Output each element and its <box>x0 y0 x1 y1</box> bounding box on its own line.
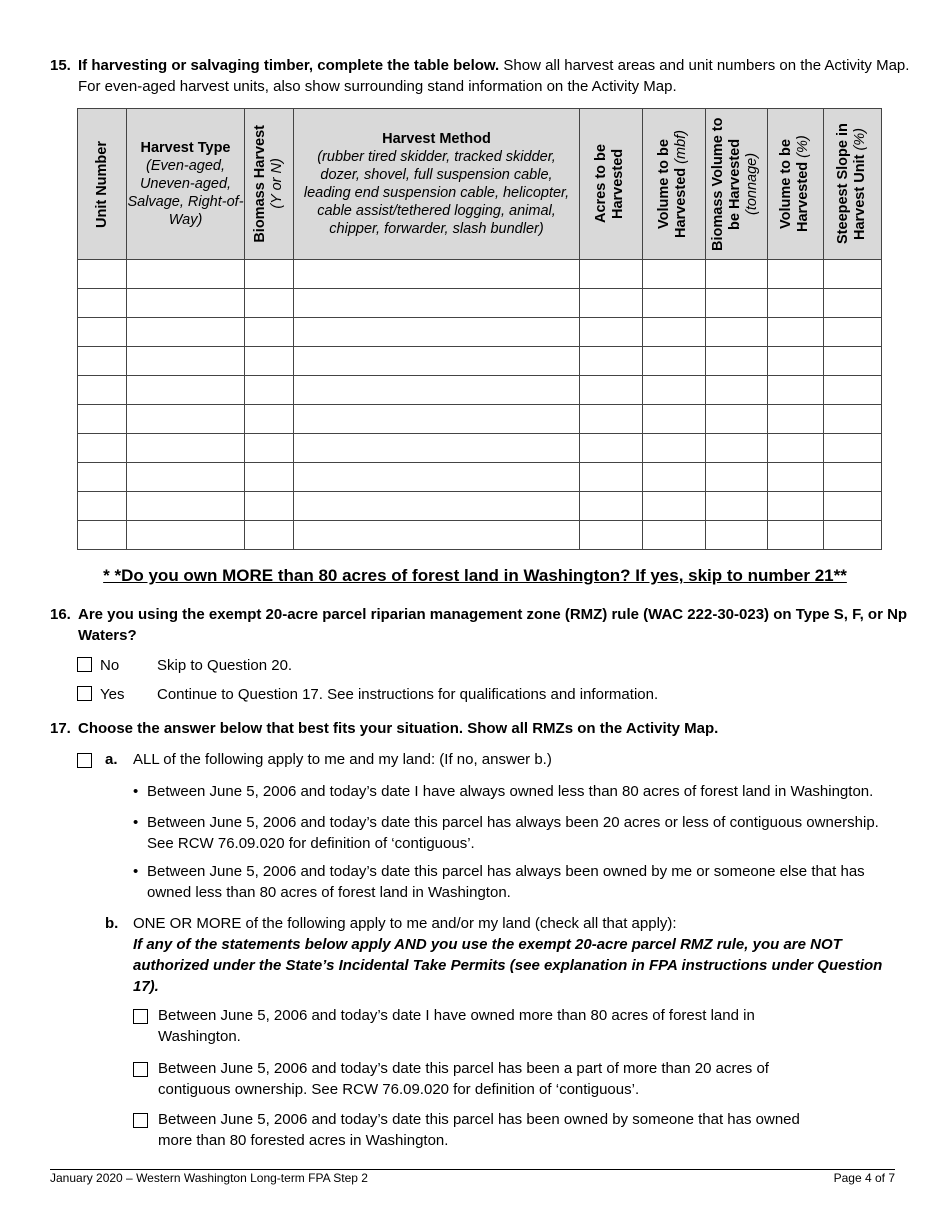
table-cell-input[interactable] <box>580 260 643 289</box>
table-cell-input[interactable] <box>580 376 643 405</box>
table-cell-input[interactable] <box>824 463 882 492</box>
option-b-text: ONE OR MORE of the following apply to me and/or my land (check all that apply): <box>133 915 677 932</box>
table-row <box>78 521 882 550</box>
table-cell-input[interactable] <box>706 347 768 376</box>
table-cell-input[interactable] <box>824 405 882 434</box>
option-a-checkbox[interactable] <box>77 753 92 768</box>
option-b-label: b. <box>105 915 119 932</box>
harvest-table-body <box>78 260 882 550</box>
no-checkbox[interactable] <box>77 657 92 672</box>
table-cell-input[interactable] <box>127 463 245 492</box>
table-header-row <box>78 109 882 260</box>
table-cell-input[interactable] <box>294 376 580 405</box>
table-cell-input[interactable] <box>580 521 643 550</box>
table-cell-input[interactable] <box>706 463 768 492</box>
table-cell-input[interactable] <box>127 405 245 434</box>
table-cell-input[interactable] <box>78 318 127 347</box>
option-b-item: Between June 5, 2006 and today’s date I have owned more than 80 acres of forest land in Washington. <box>133 1005 833 1047</box>
question-16 <box>50 604 910 646</box>
table-cell-input[interactable] <box>580 405 643 434</box>
table-cell-input[interactable] <box>78 289 127 318</box>
option-b-checkbox[interactable] <box>133 1113 148 1128</box>
table-cell-input[interactable] <box>127 260 245 289</box>
table-cell-input[interactable] <box>245 318 294 347</box>
table-cell-input[interactable] <box>245 463 294 492</box>
table-cell-input[interactable] <box>824 260 882 289</box>
table-cell-input[interactable] <box>706 289 768 318</box>
table-cell-input[interactable] <box>245 260 294 289</box>
table-cell-input[interactable] <box>824 347 882 376</box>
table-cell-input[interactable] <box>643 347 706 376</box>
table-row <box>78 347 882 376</box>
option-a-label: a. <box>105 751 118 768</box>
table-cell-input[interactable] <box>245 521 294 550</box>
option-b-warning: If any of the statements below apply AND you use the exempt 20-acre parcel RMZ rule, you are NOT authorized under the State’s Incidental Take Permits (see explanation in FPA instructions under Question 17). <box>133 936 883 995</box>
table-cell-input[interactable] <box>643 492 706 521</box>
option-text: Skip to Question 20. <box>157 657 293 674</box>
table-cell-input[interactable] <box>294 434 580 463</box>
option-label: Yes <box>100 686 125 703</box>
table-cell-input[interactable] <box>768 405 824 434</box>
table-cell-input[interactable] <box>78 347 127 376</box>
bullet-icon: • <box>133 863 139 880</box>
ownership-question: * *Do you own MORE than 80 acres of forest land in Washington? If yes, skip to number 21** <box>103 566 847 585</box>
header-biomass-harvest: Biomass Harvest (Y or N) <box>245 109 294 260</box>
bullet-icon: • <box>133 783 139 800</box>
table-cell-input[interactable] <box>294 463 580 492</box>
table-cell-input[interactable] <box>643 318 706 347</box>
table-cell-input[interactable] <box>706 492 768 521</box>
table-cell-input[interactable] <box>824 289 882 318</box>
table-cell-input[interactable] <box>245 347 294 376</box>
q16-option-yes <box>77 685 658 705</box>
table-cell-input[interactable] <box>706 521 768 550</box>
option-a-bullet: • Between June 5, 2006 and today’s date this parcel has always been 20 acres or less of contiguous ownership. See RCW 76.09.020 for definition of ‘contiguous’. <box>133 814 879 852</box>
table-cell-input[interactable] <box>78 521 127 550</box>
header-steepest-slope: Steepest Slope in Harvest Unit (%) <box>824 109 882 260</box>
page-number: Page 4 of 7 <box>833 1171 895 1185</box>
harvest-table <box>77 108 882 550</box>
header-unit-number: Unit Number <box>78 109 127 260</box>
option-a-bullet: • Between June 5, 2006 and today’s date this parcel has always been owned by me or someone else that has owned less than 80 acres of forest land in Washington. <box>133 863 865 901</box>
table-cell-input[interactable] <box>768 434 824 463</box>
question-number: 15. <box>50 57 71 74</box>
bullet-icon: • <box>133 814 139 831</box>
header-volume-percent: Volume to be Harvested (%) <box>768 109 824 260</box>
table-row <box>78 376 882 405</box>
question-17 <box>50 718 910 739</box>
header-harvest-method: Harvest Method (rubber tired skidder, tracked skidder, dozer, shovel, full suspension cable, leading end suspension cable, helicopter, cable assist/tethered logging, animal, chipper, forwarder, slash bundler) <box>294 109 580 260</box>
table-cell-input[interactable] <box>78 260 127 289</box>
question-text: Show all harvest areas and unit numbers on the Activity Map. For even-aged harvest units, also show surrounding stand information on the Activity Map. <box>78 57 910 95</box>
option-b-item: Between June 5, 2006 and today’s date this parcel has been owned by someone that has owned more than 80 forested acres in Washington. <box>133 1109 833 1151</box>
table-cell-input[interactable] <box>127 347 245 376</box>
table-cell-input[interactable] <box>768 318 824 347</box>
footer-divider <box>50 1169 895 1170</box>
table-cell-input[interactable] <box>294 347 580 376</box>
table-cell-input[interactable] <box>294 405 580 434</box>
header-biomass-volume: Biomass Volume to be Harvested (tonnage) <box>706 109 768 260</box>
table-cell-input[interactable] <box>643 463 706 492</box>
table-cell-input[interactable] <box>706 376 768 405</box>
table-cell-input[interactable] <box>643 521 706 550</box>
table-row <box>78 434 882 463</box>
table-row <box>78 405 882 434</box>
table-cell-input[interactable] <box>706 434 768 463</box>
table-cell-input[interactable] <box>768 521 824 550</box>
table-cell-input[interactable] <box>127 492 245 521</box>
table-cell-input[interactable] <box>294 492 580 521</box>
table-row <box>78 492 882 521</box>
table-cell-input[interactable] <box>580 318 643 347</box>
option-a-bullet: • Between June 5, 2006 and today’s date I have always owned less than 80 acres of forest land in Washington. <box>133 783 874 800</box>
table-cell-input[interactable] <box>824 318 882 347</box>
table-cell-input[interactable] <box>78 376 127 405</box>
table-cell-input[interactable] <box>768 463 824 492</box>
table-cell-input[interactable] <box>824 521 882 550</box>
option-b-checkbox[interactable] <box>133 1009 148 1024</box>
table-cell-input[interactable] <box>824 492 882 521</box>
table-row <box>78 289 882 318</box>
question-text: Are you using the exempt 20-acre parcel riparian management zone (RMZ) rule (WAC 222-30-023) on Type S, F, or Np Waters? <box>78 606 908 644</box>
table-cell-input[interactable] <box>580 463 643 492</box>
question-number: 17. <box>50 720 71 737</box>
table-cell-input[interactable] <box>643 376 706 405</box>
table-cell-input[interactable] <box>580 434 643 463</box>
table-cell-input[interactable] <box>580 289 643 318</box>
table-cell-input[interactable] <box>706 260 768 289</box>
table-row <box>78 463 882 492</box>
table-cell-input[interactable] <box>643 405 706 434</box>
table-cell-input[interactable] <box>643 289 706 318</box>
header-harvest-type: Harvest Type (Even-aged, Uneven-aged, Salvage, Right-of-Way) <box>127 109 245 260</box>
table-cell-input[interactable] <box>824 434 882 463</box>
option-b-item: Between June 5, 2006 and today’s date this parcel has been a part of more than 20 acres of contiguous ownership. See RCW 76.09.020 for definition of ‘contiguous’. <box>133 1058 833 1100</box>
table-cell-input[interactable] <box>643 434 706 463</box>
option-label: No <box>100 657 120 674</box>
table-cell-input[interactable] <box>127 434 245 463</box>
table-cell-input[interactable] <box>294 260 580 289</box>
table-cell-input[interactable] <box>78 405 127 434</box>
table-cell-input[interactable] <box>294 521 580 550</box>
table-cell-input[interactable] <box>643 260 706 289</box>
table-cell-input[interactable] <box>78 434 127 463</box>
table-cell-input[interactable] <box>245 289 294 318</box>
table-cell-input[interactable] <box>768 492 824 521</box>
yes-checkbox[interactable] <box>77 686 92 701</box>
table-cell-input[interactable] <box>245 434 294 463</box>
table-cell-input[interactable] <box>245 376 294 405</box>
table-cell-input[interactable] <box>127 521 245 550</box>
table-cell-input[interactable] <box>580 347 643 376</box>
table-cell-input[interactable] <box>245 405 294 434</box>
table-cell-input[interactable] <box>706 318 768 347</box>
table-row <box>78 318 882 347</box>
question-number: 16. <box>50 606 71 623</box>
table-cell-input[interactable] <box>706 405 768 434</box>
table-cell-input[interactable] <box>768 260 824 289</box>
table-cell-input[interactable] <box>245 492 294 521</box>
table-cell-input[interactable] <box>78 492 127 521</box>
table-cell-input[interactable] <box>127 318 245 347</box>
table-cell-input[interactable] <box>294 289 580 318</box>
table-cell-input[interactable] <box>768 347 824 376</box>
footer-left: January 2020 – Western Washington Long-term FPA Step 2 <box>50 1171 368 1185</box>
table-cell-input[interactable] <box>824 376 882 405</box>
table-cell-input[interactable] <box>78 463 127 492</box>
table-cell-input[interactable] <box>768 376 824 405</box>
table-cell-input[interactable] <box>768 289 824 318</box>
question-text: Choose the answer below that best fits your situation. Show all RMZs on the Activity Map. <box>78 720 719 737</box>
question-lead: If harvesting or salvaging timber, complete the table below. <box>78 57 500 74</box>
table-row <box>78 260 882 289</box>
header-volume-mbf: Volume to be Harvested (mbf) <box>643 109 706 260</box>
header-acres: Acres to be Harvested <box>580 109 643 260</box>
option-a-text: ALL of the following apply to me and my land: (If no, answer b.) <box>133 751 552 768</box>
q16-option-no <box>77 656 292 676</box>
table-cell-input[interactable] <box>294 318 580 347</box>
table-cell-input[interactable] <box>127 289 245 318</box>
option-text: Continue to Question 17. See instructions for qualifications and information. <box>157 686 659 703</box>
question-15 <box>50 55 910 97</box>
option-b-checkbox[interactable] <box>133 1062 148 1077</box>
table-cell-input[interactable] <box>127 376 245 405</box>
table-cell-input[interactable] <box>580 492 643 521</box>
